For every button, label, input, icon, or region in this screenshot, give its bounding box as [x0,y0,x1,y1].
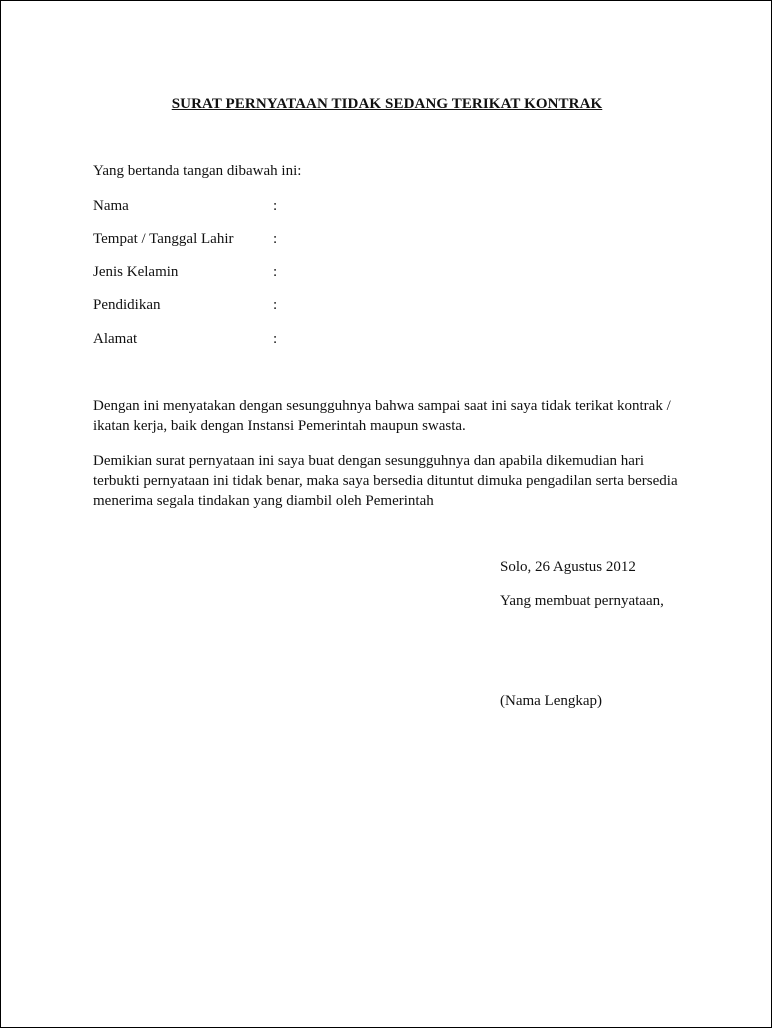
field-row-alamat [93,331,393,351]
statement-paragraph [93,396,693,436]
field-label: Nama [93,198,129,214]
field-label: Alamat [93,331,138,347]
field-row-nama [93,198,393,218]
field-label: Tempat / Tanggal Lahir [93,231,234,247]
closing-paragraph [93,451,693,511]
paragraph-line: ikatan kerja, baik dengan Instansi Pemerintah maupun swasta. [93,418,466,434]
field-row-jenis-kelamin [93,264,393,284]
field-colon: : [273,198,278,214]
field-colon: : [273,231,278,247]
place-date: Solo, 26 Agustus 2012 [500,559,636,575]
field-colon: : [273,331,278,347]
field-colon: : [273,297,278,313]
field-row-pendidikan [93,297,393,317]
paragraph-line: Dengan ini menyatakan dengan sesungguhnya bahwa sampai saat ini saya tidak terikat kontrak / [93,398,671,414]
signer-caption: Yang membuat pernyataan, [500,593,664,609]
intro-text: Yang bertanda tangan dibawah ini: [93,163,302,179]
field-colon: : [273,264,278,280]
field-label: Pendidikan [93,297,161,313]
signer-name-placeholder: (Nama Lengkap) [500,693,603,709]
paragraph-line: menerima segala tindakan yang diambil oleh Pemerintah [93,493,434,509]
paragraph-line: terbukti pernyataan ini tidak benar, maka saya bersedia dituntut dimuka pengadilan serta bersedia [93,473,678,489]
document-title: SURAT PERNYATAAN TIDAK SEDANG TERIKAT KONTRAK [171,96,603,112]
field-row-tempat-tanggal-lahir [93,231,393,251]
paragraph-line: Demikian surat pernyataan ini saya buat dengan sesungguhnya dan apabila dikemudian hari [93,453,645,469]
field-label: Jenis Kelamin [93,264,179,280]
